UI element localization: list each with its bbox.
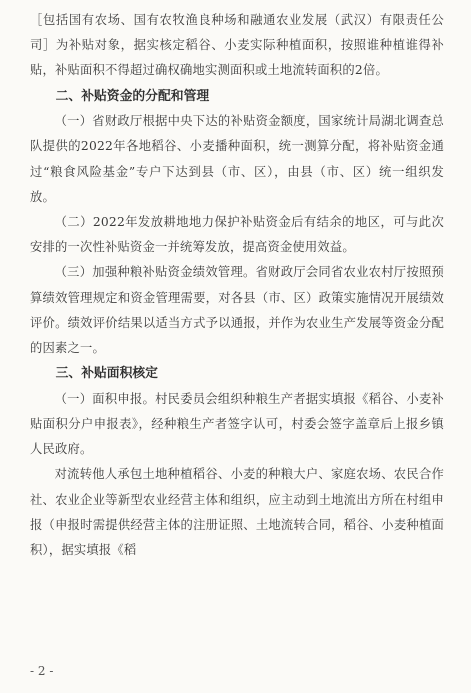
paragraph-fund-allocation-1: （一）省财政厅根据中央下达的补贴资金额度，国家统计局湖北调查总队提供的2022年各地稻谷、小麦播种面积，统一测算分配，将补贴资金通过“粮食风险基金”专户下达到县（市、区），由县（市、区）统一组织发放。	[30, 114, 444, 204]
paragraph-area-application: （一）面积申报。村民委员会组织种粮生产者据实填报《稻谷、小麦补贴面积分户申报表》，经种粮生产者签字认可，村委会签字盖章后上报乡镇人民政府。	[30, 391, 444, 457]
paragraph-fund-allocation-3: （三）加强种粮补贴资金绩效管理。省财政厅会同省农业农村厅按照预算绩效管理规定和资金管理需要，对各县（市、区）政策实施情况开展绩效评价。绩效评价结果以适当方式予以通报，并作为农业生产发展等资金分配的因素之一。	[30, 265, 444, 356]
paragraph-fund-allocation-2: （二）2022年发放耕地地力保护补贴资金后有结余的地区，可与此次安排的一次性补贴资金一并统筹发放，提高资金使用效益。	[30, 215, 444, 255]
section-heading-fund-allocation: 二、补贴资金的分配和管理	[55, 88, 210, 104]
section-heading-area-verification: 三、补贴面积核定	[55, 366, 158, 382]
paragraph-new-operators: 对流转他人承包土地种植稻谷、小麦的种粮大户、家庭农场、农民合作社、农业企业等新型农业经营主体和组织，应主动到土地流出方所在村组申报（申报时需提供经营主体的注册证照、土地流转合同，稻谷、小麦种植面积），据实填报《稻	[30, 467, 444, 558]
page-number: - 2 -	[30, 664, 54, 678]
document-body	[30, 8, 444, 563]
paragraph-subsidy-objects: ［包括国有农场、国有农牧渔良种场和融通农业发展（武汉）有限责任公司］为补贴对象，据实核定稻谷、小麦实际种植面积，按照谁种植谁得补贴，补贴面积不得超过确权确地实测面积或土地流转面积的2倍。	[30, 13, 444, 78]
